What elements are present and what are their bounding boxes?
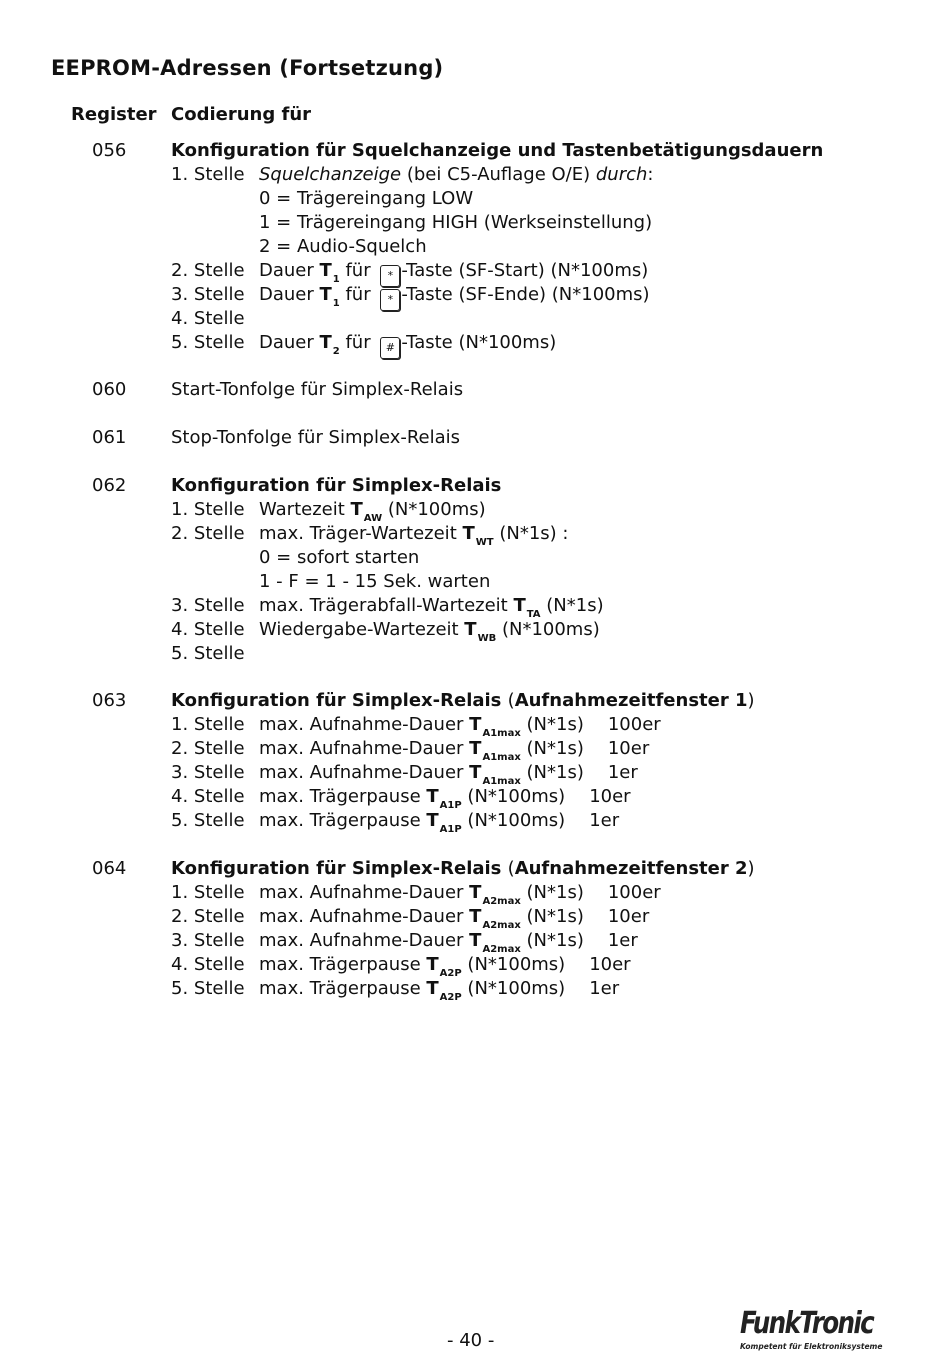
register-description: Stop-Tonfolge für Simplex-Relais <box>171 427 461 448</box>
timer-variable: $T_{TA}$ <box>513 595 541 620</box>
option-line: 0 = sofort starten <box>259 547 420 568</box>
setting-text: (N*1s) <box>540 595 604 616</box>
setting-text: (N*1s) <box>520 906 584 927</box>
setting-text: Dauer <box>259 332 320 353</box>
digit-weight: 1er <box>607 930 638 951</box>
setting-text: (N*1s) <box>520 882 584 903</box>
setting-text: (N*100ms) <box>461 978 566 999</box>
setting-text: -Taste (SF-Start) (N*100ms) <box>401 260 649 281</box>
register-number: 062 <box>92 475 127 496</box>
setting-text: (N*1s) <box>520 930 584 951</box>
option-line: 2 = Audio-Squelch <box>259 236 427 257</box>
setting-text: (N*1s) <box>520 762 584 783</box>
digit-weight: 1er <box>589 978 620 999</box>
setting-line <box>171 619 600 644</box>
heading-text: ( <box>507 858 515 879</box>
position-label: 1. Stelle <box>171 499 245 520</box>
position-label: 3. Stelle <box>171 595 245 616</box>
setting-text: (N*100ms) <box>382 499 486 520</box>
digit-weight: 100er <box>607 882 661 903</box>
position-label: 3. Stelle <box>171 284 245 305</box>
timer-variable: $T_{A1P}$ <box>426 810 462 835</box>
setting-text: Wartezeit <box>259 499 351 520</box>
option-line: 1 - F = 1 - 15 Sek. warten <box>259 571 491 592</box>
timing-row <box>171 714 661 739</box>
setting-text: max. Aufnahme-Dauer <box>259 906 470 927</box>
setting-text: (N*100ms) <box>461 954 566 975</box>
register-number: 056 <box>92 140 127 161</box>
position-label: 5. Stelle <box>171 978 245 999</box>
timing-row <box>171 882 661 907</box>
funktronic-logo <box>740 1306 883 1356</box>
star-key-icon: * <box>380 265 400 287</box>
setting-text: max. Aufnahme-Dauer <box>259 714 470 735</box>
section-heading: Konfiguration für Simplex-Relais <box>171 475 502 496</box>
heading-text: Konfiguration für Simplex-Relais <box>171 690 508 711</box>
position-label: 4. Stelle <box>171 954 245 975</box>
setting-line <box>171 523 568 548</box>
timer-variable: $T_{A1max}$ <box>469 714 521 739</box>
option-line: 0 = Trägereingang LOW <box>259 188 474 209</box>
setting-text: (N*100ms) <box>461 786 566 807</box>
timing-row <box>171 810 619 835</box>
timing-row <box>171 978 619 1003</box>
option-line: 1 = Trägereingang HIGH (Werkseinstellung) <box>259 212 653 233</box>
section-heading <box>171 858 755 879</box>
timing-row <box>171 954 631 979</box>
setting-line <box>171 284 650 311</box>
position-label: 4. Stelle <box>171 619 245 640</box>
setting-text: Squelchanzeige <box>259 164 402 185</box>
page-title: EEPROM-Adressen (Fortsetzung) <box>51 56 444 80</box>
setting-text: max. Aufnahme-Dauer <box>259 762 470 783</box>
timer-variable: $T_{A2P}$ <box>426 978 462 1003</box>
timer-variable: $T_{AW}$ <box>350 499 383 524</box>
setting-text: : <box>647 164 654 185</box>
position-label: 2. Stelle <box>171 738 245 759</box>
setting-text: (bei C5-Auflage O/E) <box>401 164 596 185</box>
timer-variable: $T_{A1max}$ <box>469 738 521 763</box>
setting-text: (N*100ms) <box>461 810 566 831</box>
position-label: 3. Stelle <box>171 930 245 951</box>
setting-text: (N*1s) <box>520 738 584 759</box>
register-number: 060 <box>92 379 127 400</box>
setting-text: max. Trägerpause <box>259 786 427 807</box>
timing-row <box>171 738 649 763</box>
setting-text: (N*100ms) <box>496 619 600 640</box>
timer-variable: $T_1$ <box>319 284 340 309</box>
timer-variable: $T_{A2max}$ <box>469 882 521 907</box>
heading-text: ) <box>747 858 755 879</box>
setting-text: max. Trägerabfall-Wartezeit <box>259 595 514 616</box>
timer-variable: $T_{WB}$ <box>464 619 497 644</box>
setting-line <box>171 499 486 524</box>
digit-weight: 10er <box>607 738 650 759</box>
hash-key-icon: # <box>380 337 400 359</box>
register-number: 061 <box>92 427 127 448</box>
setting-text: Wiedergabe-Wartezeit <box>259 619 465 640</box>
position-label: 1. Stelle <box>171 882 245 903</box>
page-number: - 40 - <box>447 1330 495 1351</box>
position-label: 5. Stelle <box>171 810 245 831</box>
timer-variable: $T_{A1P}$ <box>426 786 462 811</box>
heading-text: Aufnahmezeitfenster 2 <box>514 858 748 879</box>
timing-row <box>171 762 638 787</box>
register-number: 063 <box>92 690 127 711</box>
heading-text: Aufnahmezeitfenster 1 <box>514 690 748 711</box>
coding-column-header: Codierung für <box>171 104 312 125</box>
position-label: 5. Stelle <box>171 332 245 353</box>
timer-variable: $T_{A2P}$ <box>426 954 462 979</box>
position-label: 4. Stelle <box>171 308 245 329</box>
position-label: 2. Stelle <box>171 260 245 281</box>
digit-weight: 10er <box>607 906 650 927</box>
setting-text: max. Trägerpause <box>259 978 427 999</box>
position-label: 1. Stelle <box>171 714 245 735</box>
register-number: 064 <box>92 858 127 879</box>
timer-variable: $T_{A2max}$ <box>469 906 521 931</box>
timer-variable: $T_2$ <box>319 332 340 357</box>
digit-weight: 100er <box>607 714 661 735</box>
timer-variable: $T_1$ <box>319 260 340 285</box>
setting-text: (N*1s) <box>520 714 584 735</box>
setting-text: max. Aufnahme-Dauer <box>259 882 470 903</box>
setting-text: max. Aufnahme-Dauer <box>259 738 470 759</box>
setting-line <box>171 595 604 620</box>
setting-line <box>171 164 653 185</box>
setting-text: max. Träger-Wartezeit <box>259 523 463 544</box>
setting-text: (N*1s) : <box>493 523 569 544</box>
position-label: 3. Stelle <box>171 762 245 783</box>
heading-text: Konfiguration für Simplex-Relais <box>171 858 508 879</box>
setting-text: durch <box>595 164 648 185</box>
register-column-header: Register <box>71 104 157 125</box>
position-label: 2. Stelle <box>171 906 245 927</box>
setting-line <box>171 332 556 359</box>
setting-text: für <box>339 332 377 353</box>
setting-text: Dauer <box>259 260 320 281</box>
logo-wordmark: FunkTronic <box>740 1306 874 1341</box>
timing-row <box>171 930 638 955</box>
timer-variable: $T_{A2max}$ <box>469 930 521 955</box>
position-label: 4. Stelle <box>171 786 245 807</box>
setting-text: max. Aufnahme-Dauer <box>259 930 470 951</box>
setting-text: -Taste (SF-Ende) (N*100ms) <box>401 284 650 305</box>
star-key-icon: * <box>380 289 400 311</box>
digit-weight: 10er <box>589 954 631 975</box>
position-label: 2. Stelle <box>171 523 245 544</box>
setting-line <box>171 643 259 664</box>
logo-tagline: Kompetent für Elektroniksysteme <box>740 1342 883 1351</box>
setting-text: max. Trägerpause <box>259 954 427 975</box>
digit-weight: 1er <box>589 810 620 831</box>
heading-text: ( <box>507 690 515 711</box>
setting-text: -Taste (N*100ms) <box>401 332 557 353</box>
section-heading: Konfiguration für Squelchanzeige und Tastenbetätigungsdauern <box>171 140 824 161</box>
setting-text: für <box>339 260 377 281</box>
section-heading <box>171 690 755 711</box>
timing-row <box>171 786 631 811</box>
heading-text: ) <box>747 690 755 711</box>
digit-weight: 10er <box>589 786 631 807</box>
setting-line <box>171 308 259 329</box>
position-label: 5. Stelle <box>171 643 245 664</box>
setting-text: Dauer <box>259 284 320 305</box>
timing-row <box>171 906 649 931</box>
setting-text: max. Trägerpause <box>259 810 427 831</box>
timer-variable: $T_{WT}$ <box>462 523 494 548</box>
digit-weight: 1er <box>607 762 638 783</box>
setting-line <box>171 260 648 287</box>
register-description: Start-Tonfolge für Simplex-Relais <box>171 379 464 400</box>
setting-text: für <box>339 284 377 305</box>
timer-variable: $T_{A1max}$ <box>469 762 521 787</box>
position-label: 1. Stelle <box>171 164 245 185</box>
